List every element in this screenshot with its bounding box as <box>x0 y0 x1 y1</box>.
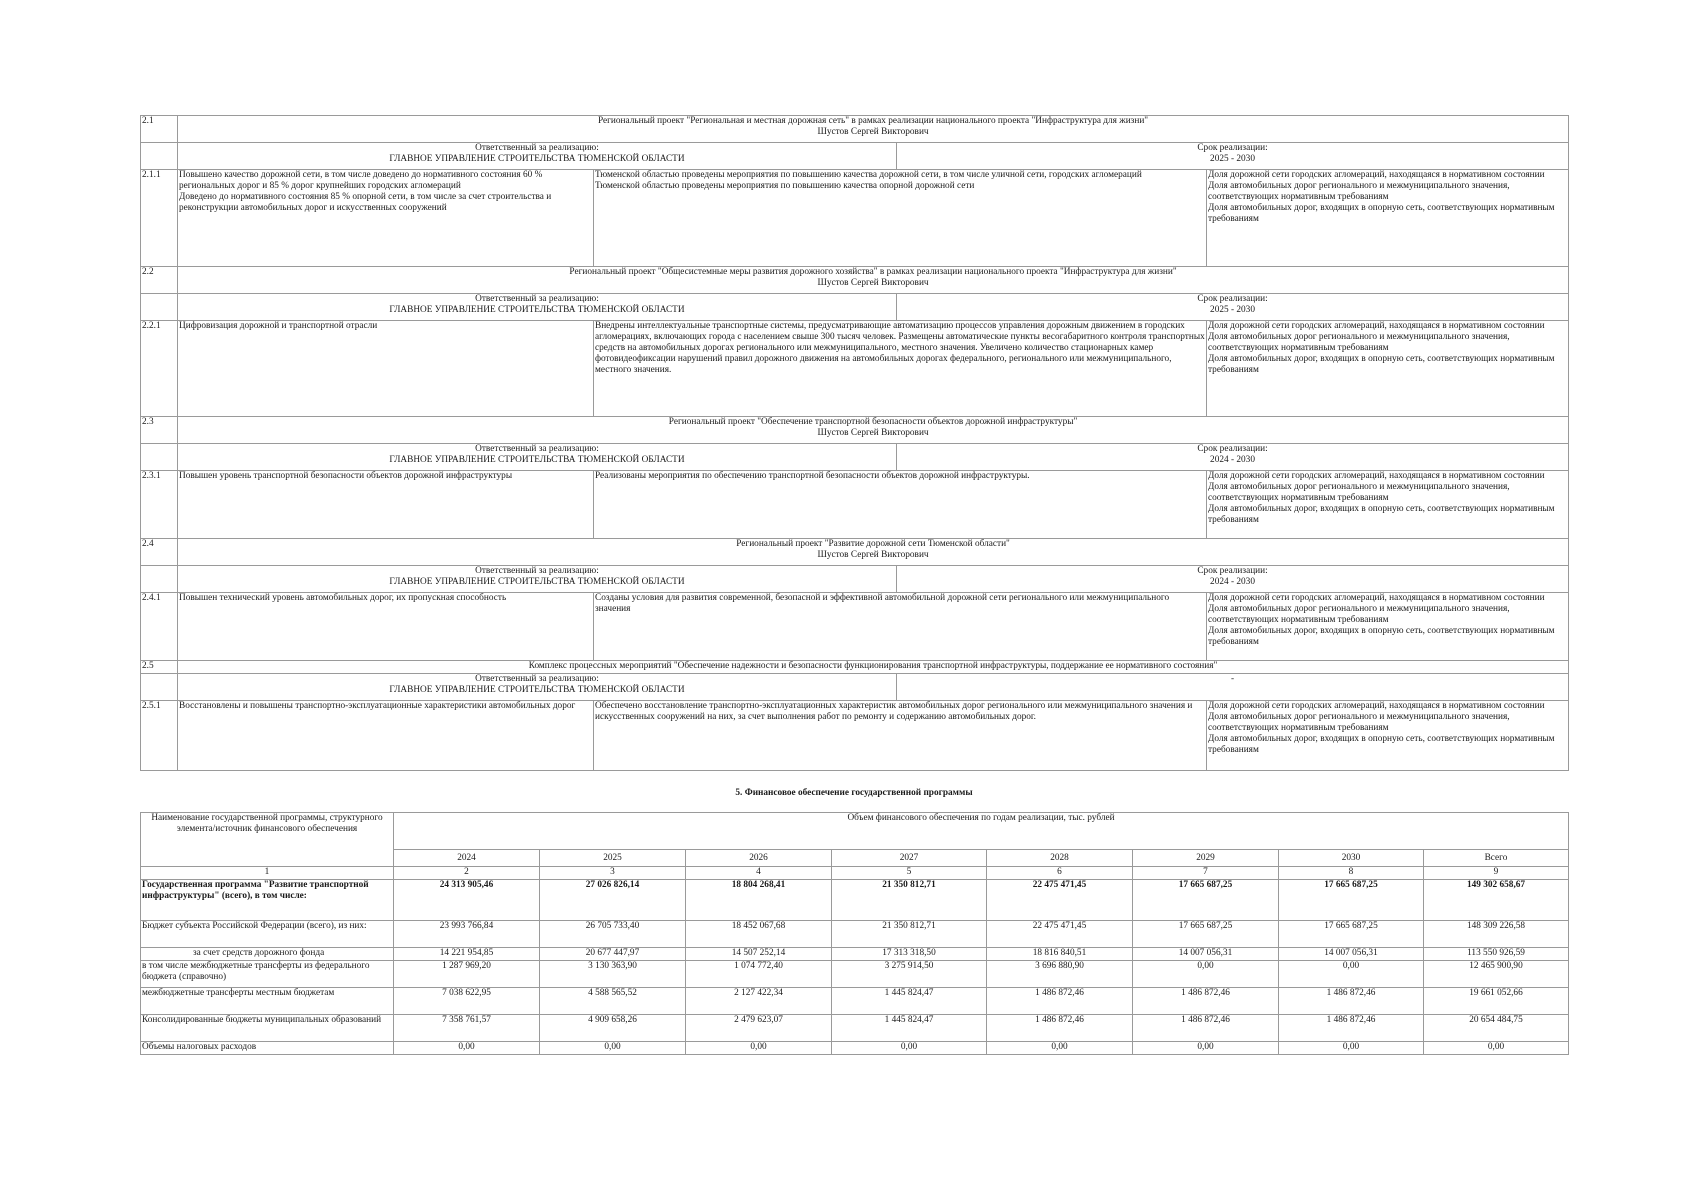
finance-row <box>141 961 1569 988</box>
term-label: Срок реализации: <box>1197 294 1268 304</box>
finance-value: 1 445 824,47 <box>832 988 987 1015</box>
finance-row <box>141 948 1569 961</box>
finance-value: 148 309 226,58 <box>1424 921 1569 948</box>
responsible-label: Ответственный за реализацию: <box>475 294 599 304</box>
finance-value: 20 677 447,97 <box>540 948 686 961</box>
finance-value: 17 313 318,50 <box>832 948 987 961</box>
finance-row <box>141 1015 1569 1042</box>
year-header: 2024 <box>394 850 540 867</box>
finance-value: 27 026 826,14 <box>540 880 686 921</box>
goals-table-body <box>141 116 1569 771</box>
finance-header-name: Наименование государственной программы, структурного элемента/источник финансового обеспечения <box>141 813 394 867</box>
responsible-cell <box>178 566 897 593</box>
empty-cell <box>141 674 178 701</box>
year-header: 2028 <box>987 850 1133 867</box>
finance-value: 12 465 900,90 <box>1424 961 1569 988</box>
term-cell <box>897 566 1569 593</box>
finance-value: 7 358 761,57 <box>394 1015 540 1042</box>
item-effect: Обеспечено восстановление транспортно-эксплуатационных характеристик автомобильных дорог регионального или межмуниципального значения и искусственных сооружений на них, за счет выполнения работ по ремонту и содержанию автомобильных дорог. <box>594 701 1207 771</box>
finance-section-title: 5. Финансовое обеспечение государственной программы <box>735 788 973 798</box>
finance-value: 1 486 872,46 <box>1279 988 1424 1015</box>
finance-value: 17 665 687,25 <box>1133 880 1279 921</box>
finance-table <box>140 812 1569 1055</box>
finance-value: 19 661 052,66 <box>1424 988 1569 1015</box>
finance-value: 14 007 056,31 <box>1133 948 1279 961</box>
item-indicators: Доля дорожной сети городских агломераций, находящаяся в нормативном состоянии Доля автомобильных дорог регионального и межмуниципального значения, соответствующих нормативным требованиям Доля автомобильных дорог, входящих в опорную сеть, соответствующих нормативным требованиям <box>1207 321 1569 417</box>
finance-value: 0,00 <box>1279 1042 1424 1055</box>
section-head: Шустов Сергей Викторович <box>817 127 929 137</box>
item-effect: Тюменской областью проведены мероприятия по повышению качества дорожной сети, в том числе уличной сети, городских агломераций Тюменской областью проведены мероприятия по повышению качества опорной дорожной сети <box>594 170 1207 267</box>
finance-value: 7 038 622,95 <box>394 988 540 1015</box>
finance-value: 0,00 <box>987 1042 1133 1055</box>
item-row <box>141 593 1569 661</box>
item-effect: Созданы условия для развития современной, безопасной и эффективной автомобильной дорожной сети регионального или межмуниципального значения <box>594 593 1207 661</box>
section-title-row <box>141 267 1569 294</box>
finance-row <box>141 1042 1569 1055</box>
finance-value: 3 130 363,90 <box>540 961 686 988</box>
column-number: 5 <box>832 867 987 880</box>
column-number: 1 <box>141 867 394 880</box>
year-header: 2027 <box>832 850 987 867</box>
section-head: Шустов Сергей Викторович <box>817 428 929 438</box>
finance-value: 149 302 658,67 <box>1424 880 1569 921</box>
term-value: 2025 - 2030 <box>1210 154 1255 164</box>
finance-value: 4 588 565,52 <box>540 988 686 1015</box>
finance-value: 0,00 <box>832 1042 987 1055</box>
responsible-label: Ответственный за реализацию: <box>475 444 599 454</box>
responsible-cell <box>178 674 897 701</box>
responsible-cell <box>178 444 897 471</box>
finance-value: 21 350 812,71 <box>832 880 987 921</box>
goals-table <box>140 115 1569 771</box>
finance-value: 20 654 484,75 <box>1424 1015 1569 1042</box>
finance-value: 0,00 <box>1279 961 1424 988</box>
finance-row-name: Объемы налоговых расходов <box>141 1042 394 1055</box>
finance-value: 23 993 766,84 <box>394 921 540 948</box>
finance-value: 18 804 268,41 <box>686 880 832 921</box>
empty-cell <box>141 566 178 593</box>
term-label: Срок реализации: <box>1197 566 1268 576</box>
section-title-cell <box>178 661 1569 674</box>
section-title-row <box>141 116 1569 143</box>
finance-value: 18 816 840,51 <box>987 948 1133 961</box>
term-label: Срок реализации: <box>1197 143 1268 153</box>
section-title-row <box>141 661 1569 674</box>
item-task: Повышен уровень транспортной безопасности объектов дорожной инфраструктуры <box>178 471 594 539</box>
term-cell <box>897 444 1569 471</box>
finance-value: 2 127 422,34 <box>686 988 832 1015</box>
finance-row-name: в том числе межбюджетные трансферты из федерального бюджета (справочно) <box>141 961 394 988</box>
finance-value: 1 445 824,47 <box>832 1015 987 1042</box>
column-number: 7 <box>1133 867 1279 880</box>
finance-row-name: Бюджет субъекта Российской Федерации (всего), из них: <box>141 921 394 948</box>
finance-row-name: Государственная программа "Развитие транспортной инфраструктуры" (всего), в том числе: <box>141 880 394 921</box>
finance-row-name: Консолидированные бюджеты муниципальных образований <box>141 1015 394 1042</box>
column-number: 8 <box>1279 867 1424 880</box>
finance-row-name: межбюджетные трансферты местным бюджетам <box>141 988 394 1015</box>
column-number: 2 <box>394 867 540 880</box>
finance-value: 17 665 687,25 <box>1133 921 1279 948</box>
term-cell <box>897 294 1569 321</box>
term-cell <box>897 674 1569 701</box>
finance-value: 1 486 872,46 <box>987 1015 1133 1042</box>
section-title-row <box>141 417 1569 444</box>
item-number: 2.4.1 <box>141 593 178 661</box>
term-label: Срок реализации: <box>1197 444 1268 454</box>
item-effect: Внедрены интеллектуальные транспортные системы, предусматривающие автоматизацию процессов управления дорожным движением в городских агломерациях, включающих города с населением свыше 300 тысяч человек. Размещены автоматические пункты весогабаритного контроля транспортных средств на автомобильных дорогах регионального или межмуниципального, местного значения. Увеличено количество стационарных камер фотовидеофиксации нарушений правил дорожного движения на автомобильных дорогах федерального, регионального или межмуниципального, местного значения. <box>594 321 1207 417</box>
responsible-label: Ответственный за реализацию: <box>475 674 599 684</box>
finance-value: 24 313 905,46 <box>394 880 540 921</box>
finance-row-name: за счет средств дорожного фонда <box>141 948 394 961</box>
item-task: Восстановлены и повышены транспортно-эксплуатационные характеристики автомобильных дорог <box>178 701 594 771</box>
finance-value: 22 475 471,45 <box>987 921 1133 948</box>
finance-header-volume: Объем финансового обеспечения по годам реализации, тыс. рублей <box>394 813 1569 850</box>
finance-value: 0,00 <box>1133 961 1279 988</box>
finance-value: 3 696 880,90 <box>987 961 1133 988</box>
finance-value: 14 221 954,85 <box>394 948 540 961</box>
finance-value: 0,00 <box>686 1042 832 1055</box>
section-title-row <box>141 539 1569 566</box>
term-value: 2024 - 2030 <box>1210 577 1255 587</box>
finance-value: 0,00 <box>540 1042 686 1055</box>
section-title: Региональный проект "Общесистемные меры развития дорожного хозяйства" в рамках реализации национального проекта "Инфраструктура для жизни" <box>569 267 1177 277</box>
finance-row <box>141 988 1569 1015</box>
item-number: 2.1.1 <box>141 170 178 267</box>
section-responsible-row <box>141 566 1569 593</box>
item-row <box>141 170 1569 267</box>
section-number: 2.2 <box>141 267 178 294</box>
finance-value: 18 452 067,68 <box>686 921 832 948</box>
finance-row <box>141 921 1569 948</box>
item-indicators: Доля дорожной сети городских агломераций, находящаяся в нормативном состоянии Доля автомобильных дорог регионального и межмуниципального значения, соответствующих нормативным требованиям Доля автомобильных дорог, входящих в опорную сеть, соответствующих нормативным требованиям <box>1207 701 1569 771</box>
responsible-label: Ответственный за реализацию: <box>475 566 599 576</box>
finance-table-body <box>141 813 1569 1055</box>
finance-value: 0,00 <box>394 1042 540 1055</box>
section-title: Региональный проект "Обеспечение транспортной безопасности объектов дорожной инфраструктуры" <box>668 417 1078 427</box>
finance-value: 17 665 687,25 <box>1279 880 1424 921</box>
finance-value: 1 486 872,46 <box>1133 1015 1279 1042</box>
finance-value: 113 550 926,59 <box>1424 948 1569 961</box>
finance-value: 14 507 252,14 <box>686 948 832 961</box>
item-task: Повышено качество дорожной сети, в том числе доведено до нормативного состояния 60 % региональных дорог и 85 % дорог крупнейших городских агломераций Доведено до нормативного состояния 85 % опорной сети, в том числе за счет строительства и реконструкции автомобильных дорог и искусственных сооружений <box>178 170 594 267</box>
section-title-cell <box>178 116 1569 143</box>
item-effect: Реализованы мероприятия по обеспечению транспортной безопасности объектов дорожной инфраструктуры. <box>594 471 1207 539</box>
item-number: 2.5.1 <box>141 701 178 771</box>
item-indicators: Доля дорожной сети городских агломераций, находящаяся в нормативном состоянии Доля автомобильных дорог регионального и межмуниципального значения, соответствующих нормативным требованиям Доля автомобильных дорог, входящих в опорную сеть, соответствующих нормативным требованиям <box>1207 593 1569 661</box>
finance-value: 0,00 <box>1424 1042 1569 1055</box>
finance-value: 1 486 872,46 <box>1133 988 1279 1015</box>
item-row <box>141 701 1569 771</box>
column-number: 6 <box>987 867 1133 880</box>
section-title: Региональный проект "Региональная и местная дорожная сеть" в рамках реализации национального проекта "Инфраструктура для жизни" <box>597 116 1149 126</box>
year-header: 2026 <box>686 850 832 867</box>
column-number: 4 <box>686 867 832 880</box>
term-value: 2024 - 2030 <box>1210 455 1255 465</box>
finance-value: 1 074 772,40 <box>686 961 832 988</box>
section-responsible-row <box>141 674 1569 701</box>
responsible-name: ГЛАВНОЕ УПРАВЛЕНИЕ СТРОИТЕЛЬСТВА ТЮМЕНСКОЙ ОБЛАСТИ <box>389 154 685 164</box>
section-responsible-row <box>141 294 1569 321</box>
section-title: Комплекс процессных мероприятий "Обеспечение надежности и безопасности функционирования транспортной инфраструктуры, поддержание ее нормативного состояния" <box>528 661 1218 671</box>
section-responsible-row <box>141 143 1569 170</box>
responsible-name: ГЛАВНОЕ УПРАВЛЕНИЕ СТРОИТЕЛЬСТВА ТЮМЕНСКОЙ ОБЛАСТИ <box>389 577 685 587</box>
year-header: 2025 <box>540 850 686 867</box>
responsible-name: ГЛАВНОЕ УПРАВЛЕНИЕ СТРОИТЕЛЬСТВА ТЮМЕНСКОЙ ОБЛАСТИ <box>389 305 685 315</box>
empty-cell <box>141 444 178 471</box>
finance-value: 3 275 914,50 <box>832 961 987 988</box>
empty-cell <box>141 143 178 170</box>
finance-value: 21 350 812,71 <box>832 921 987 948</box>
section-number: 2.5 <box>141 661 178 674</box>
column-number: 3 <box>540 867 686 880</box>
responsible-cell <box>178 143 897 170</box>
column-number: 9 <box>1424 867 1569 880</box>
responsible-label: Ответственный за реализацию: <box>475 143 599 153</box>
year-header: Всего <box>1424 850 1569 867</box>
section-number: 2.3 <box>141 417 178 444</box>
section-responsible-row <box>141 444 1569 471</box>
section-title-cell <box>178 267 1569 294</box>
finance-value: 4 909 658,26 <box>540 1015 686 1042</box>
item-number: 2.2.1 <box>141 321 178 417</box>
item-task: Цифровизация дорожной и транспортной отрасли <box>178 321 594 417</box>
finance-value: 1 486 872,46 <box>1279 1015 1424 1042</box>
item-number: 2.3.1 <box>141 471 178 539</box>
item-indicators: Доля дорожной сети городских агломераций, находящаяся в нормативном состоянии Доля автомобильных дорог регионального и межмуниципального значения, соответствующих нормативным требованиям Доля автомобильных дорог, входящих в опорную сеть, соответствующих нормативным требованиям <box>1207 471 1569 539</box>
finance-value: 26 705 733,40 <box>540 921 686 948</box>
section-head: Шустов Сергей Викторович <box>817 278 929 288</box>
section-title: Региональный проект "Развитие дорожной сети Тюменской области" <box>736 539 1010 549</box>
finance-value: 1 287 969,20 <box>394 961 540 988</box>
year-header: 2029 <box>1133 850 1279 867</box>
section-number: 2.4 <box>141 539 178 566</box>
item-row <box>141 471 1569 539</box>
section-head: Шустов Сергей Викторович <box>817 550 929 560</box>
finance-value: 0,00 <box>1133 1042 1279 1055</box>
finance-row <box>141 880 1569 921</box>
term-cell <box>897 143 1569 170</box>
term-value: - <box>1230 674 1235 684</box>
finance-value: 1 486 872,46 <box>987 988 1133 1015</box>
section-title-cell <box>178 539 1569 566</box>
finance-value: 17 665 687,25 <box>1279 921 1424 948</box>
year-header: 2030 <box>1279 850 1424 867</box>
finance-column-numbers-row <box>141 867 1569 880</box>
section-title-cell <box>178 417 1569 444</box>
item-row <box>141 321 1569 417</box>
responsible-name: ГЛАВНОЕ УПРАВЛЕНИЕ СТРОИТЕЛЬСТВА ТЮМЕНСКОЙ ОБЛАСТИ <box>389 455 685 465</box>
finance-value: 22 475 471,45 <box>987 880 1133 921</box>
section-number: 2.1 <box>141 116 178 143</box>
finance-value: 2 479 623,07 <box>686 1015 832 1042</box>
term-value: 2025 - 2030 <box>1210 305 1255 315</box>
item-indicators: Доля дорожной сети городских агломераций, находящаяся в нормативном состоянии Доля автомобильных дорог регионального и межмуниципального значения, соответствующих нормативным требованиям Доля автомобильных дорог, входящих в опорную сеть, соответствующих нормативным требованиям <box>1207 170 1569 267</box>
responsible-cell <box>178 294 897 321</box>
item-task: Повышен технический уровень автомобильных дорог, их пропускная способность <box>178 593 594 661</box>
empty-cell <box>141 294 178 321</box>
finance-value: 14 007 056,31 <box>1279 948 1424 961</box>
responsible-name: ГЛАВНОЕ УПРАВЛЕНИЕ СТРОИТЕЛЬСТВА ТЮМЕНСКОЙ ОБЛАСТИ <box>389 685 685 695</box>
